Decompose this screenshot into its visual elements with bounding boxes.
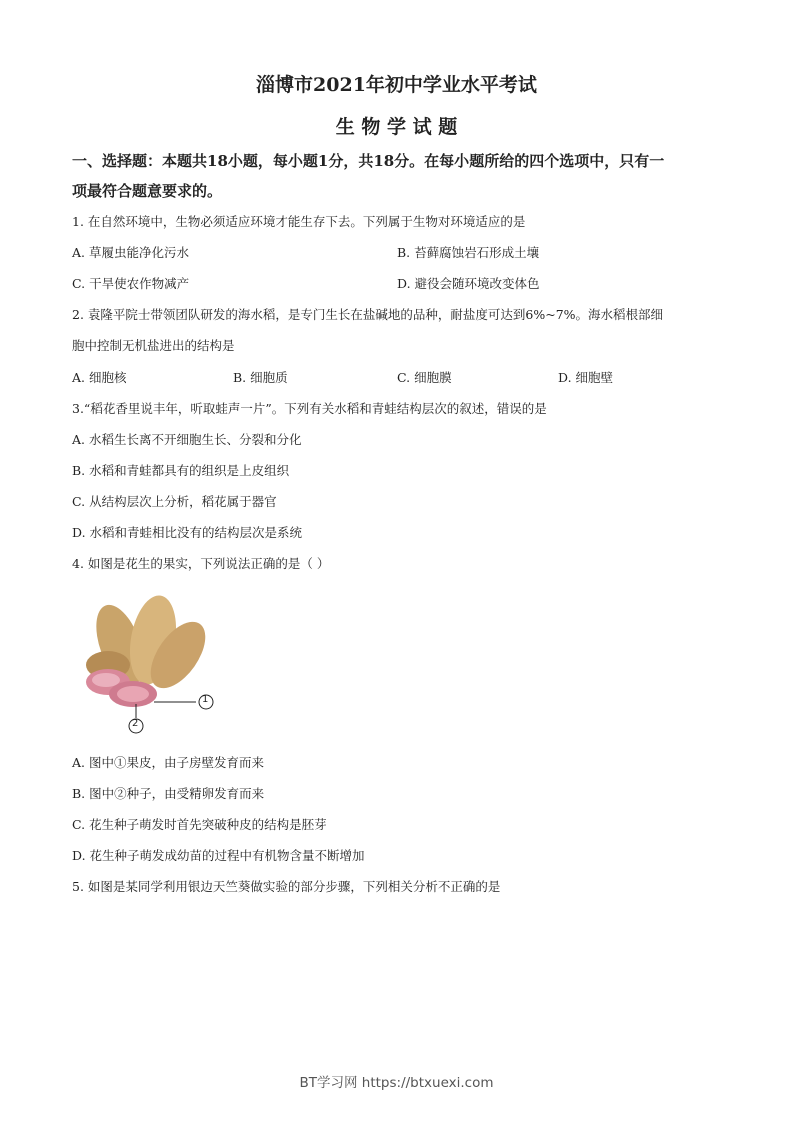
figure-number-2: 2 [132, 718, 139, 729]
q2-option-c: C. 细胞膜 [397, 370, 452, 385]
q2-option-b: B. 细胞质 [233, 370, 288, 385]
figure-number-1: 1 [202, 694, 209, 705]
q3-option-d: D. 水稻和青蛙相比没有的结构层次是系统 [72, 525, 303, 540]
peanut-figure [78, 590, 223, 740]
q2-option-d: D. 细胞壁 [558, 370, 614, 385]
q2-option-a: A. 细胞核 [72, 370, 127, 385]
q4-option-a: A. 图中①果皮，由子房壁发育而来 [72, 755, 264, 770]
section-heading-cont: 项最符合题意要求的。 [72, 182, 223, 200]
footer-watermark: BT学习网 https://btxuexi.com [299, 1075, 494, 1091]
section-heading: 一、选择题：本题共18小题，每小题1分，共18分。在每小题所给的四个选项中，只有一 [72, 152, 665, 170]
q1-option-c: C. 干旱使农作物减产 [72, 276, 190, 291]
q1-option-b: B. 苔藓腐蚀岩石形成土壤 [397, 245, 540, 260]
q4-option-d: D. 花生种子萌发成幼苗的过程中有机物含量不断增加 [72, 848, 365, 863]
q2-stem: 2. 袁隆平院士带领团队研发的海水稻，是专门生长在盐碱地的品种，耐盐度可达到6%~7%。海水稻根部细 [72, 307, 664, 322]
peanut-image [78, 590, 223, 740]
q1-stem: 1. 在自然环境中，生物必须适应环境才能生存下去。下列属于生物对环境适应的是 [72, 214, 526, 229]
q3-option-c: C. 从结构层次上分析，稻花属于器官 [72, 494, 277, 509]
q1-option-a: A. 草履虫能净化污水 [72, 245, 189, 260]
q1-option-d: D. 避役会随环境改变体色 [397, 276, 540, 291]
q4-option-c: C. 花生种子萌发时首先突破种皮的结构是胚芽 [72, 817, 327, 832]
q3-stem: 3.“稻花香里说丰年，听取蛙声一片”。下列有关水稻和青蛙结构层次的叙述，错误的是 [72, 401, 547, 416]
q3-option-a: A. 水稻生长离不开细胞生长、分裂和分化 [72, 432, 302, 447]
q4-option-b: B. 图中②种子，由受精卵发育而来 [72, 786, 265, 801]
exam-title: 淄博市2021年初中学业水平考试 [256, 74, 537, 96]
subject-title: 生 物 学 试 题 [335, 116, 458, 138]
q4-stem: 4. 如图是花生的果实，下列说法正确的是（ ） [72, 556, 330, 571]
q3-option-b: B. 水稻和青蛙都具有的组织是上皮组织 [72, 463, 290, 478]
q2-stem-cont: 胞中控制无机盐进出的结构是 [72, 338, 235, 353]
q5-stem: 5. 如图是某同学利用银边天竺葵做实验的部分步骤，下列相关分析不正确的是 [72, 879, 501, 894]
